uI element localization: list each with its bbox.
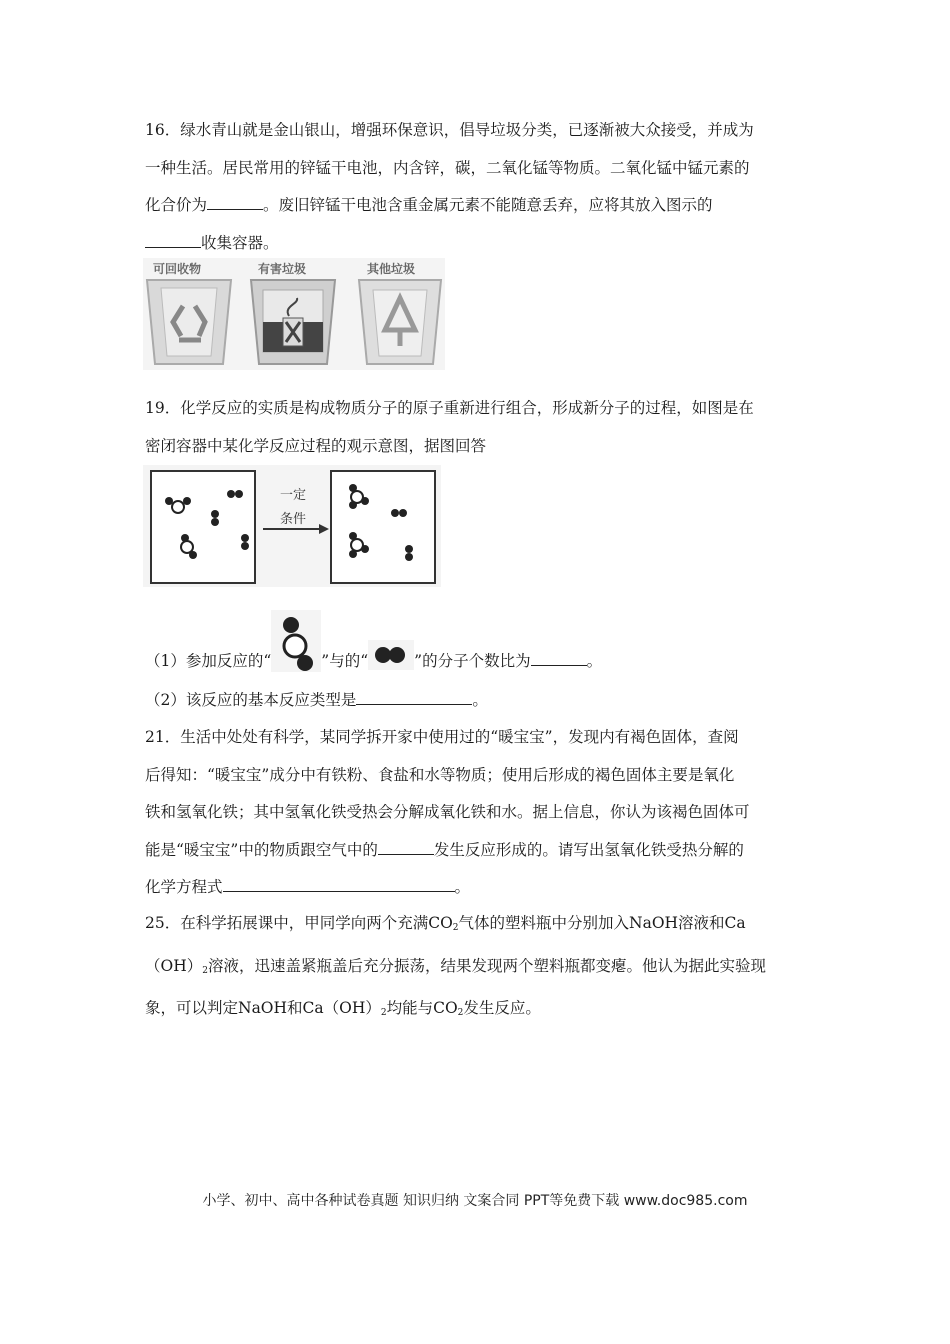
q21-line-1: 21．生活中处处有科学，某同学拆开家中使用过的“暖宝宝”，发现内有褐色固体，查阅 <box>145 728 739 746</box>
bin-label-recyclable: 可回收物 <box>153 262 202 276</box>
question-21 <box>145 719 810 907</box>
bin-label-hazardous: 有害垃圾 <box>258 262 307 276</box>
q19-p1-text-a: （1）参加反应的“ <box>145 652 272 670</box>
answer-blank <box>531 649 587 666</box>
question-16 <box>145 112 810 262</box>
q19-part-1: （1）参加反应的“ ”与的“ ”的分子个数比为 。 <box>145 640 810 678</box>
q19-p1-text-c: ”的分子个数比为 <box>414 652 531 670</box>
question-25 <box>145 905 810 1033</box>
q16-line-3: 化合价为 。废旧锌锰干电池含重金属元素不能随意丢弃，应将其放入图示的 <box>145 187 810 225</box>
after-container <box>331 471 435 583</box>
answer-blank <box>378 837 434 854</box>
answer-blank <box>145 230 201 247</box>
question-19 <box>145 390 810 465</box>
waste-bins-figure <box>143 258 445 370</box>
q21-line-3: 铁和氢氧化铁；其中氢氧化铁受热会分解成氧化铁和水。据上信息，你认为该褐色固体可 <box>145 803 750 821</box>
answer-blank <box>223 875 455 892</box>
q16-line-2: 一种生活。居民常用的锌锰干电池，内含锌，碳，二氧化锰等物质。二氧化锰中锰元素的 <box>145 158 750 177</box>
q21-line-2: 后得知：“暖宝宝”成分中有铁粉、食盐和水等物质；使用后形成的褐色固体主要是氧化 <box>145 765 735 784</box>
arrow-label-bottom: 条件 <box>279 512 307 527</box>
reaction-diagram <box>143 465 441 587</box>
q25-line-2: $(OH)_2$溶液，迅速盖紧瓶盖后充分振荡，结果发现两个塑料瓶都变瘪。他认为据此实验现 <box>145 956 766 976</box>
q25-line-3: 象，可以判定NaOH和$Ca(OH)_2$均能与$CO_2$发生反应。 <box>145 999 541 1018</box>
reactant-b-molecule-icon <box>368 640 414 670</box>
arrow-label-top: 一定 <box>279 488 307 503</box>
q21-line-5: 化学方程式 。 <box>145 869 810 907</box>
q21-line-4: 能是“暖宝宝”中的物质跟空气中的 发生反应形成的。请写出氢氧化铁受热分解的 <box>145 832 810 870</box>
bin-label-other: 其他垃圾 <box>367 262 416 276</box>
q16-line-1: 16．绿水青山就是金山银山，增强环保意识，倡导垃圾分类，已逐渐被大众接受，并成为 <box>145 121 754 139</box>
page-footer: 小学、初中、高中各种试卷真题 知识归纳 文案合同 PPT等免费下载 www.doc985.com <box>202 1193 748 1209</box>
q19-p1-text-b: ”与的“ <box>321 652 369 670</box>
q16-line-4: 收集容器。 <box>145 225 810 263</box>
q25-line-1: 25．在科学拓展课中，甲同学向两个充满$CO_2$气体的塑料瓶中分别加入NaOH溶液和Ca <box>145 914 746 933</box>
reactant-a-molecule-icon <box>271 610 321 672</box>
answer-blank <box>356 688 472 705</box>
answer-blank <box>207 193 263 210</box>
q19-line-2: 密闭容器中某化学反应过程的观示意图，据图回答 <box>145 436 487 455</box>
q19-line-1: 19．化学反应的实质是构成物质分子的原子重新进行组合，形成新分子的过程，如图是在 <box>145 399 754 417</box>
before-container <box>151 471 255 583</box>
q19-part-2: （2）该反应的基本反应类型是 。 <box>145 682 810 720</box>
